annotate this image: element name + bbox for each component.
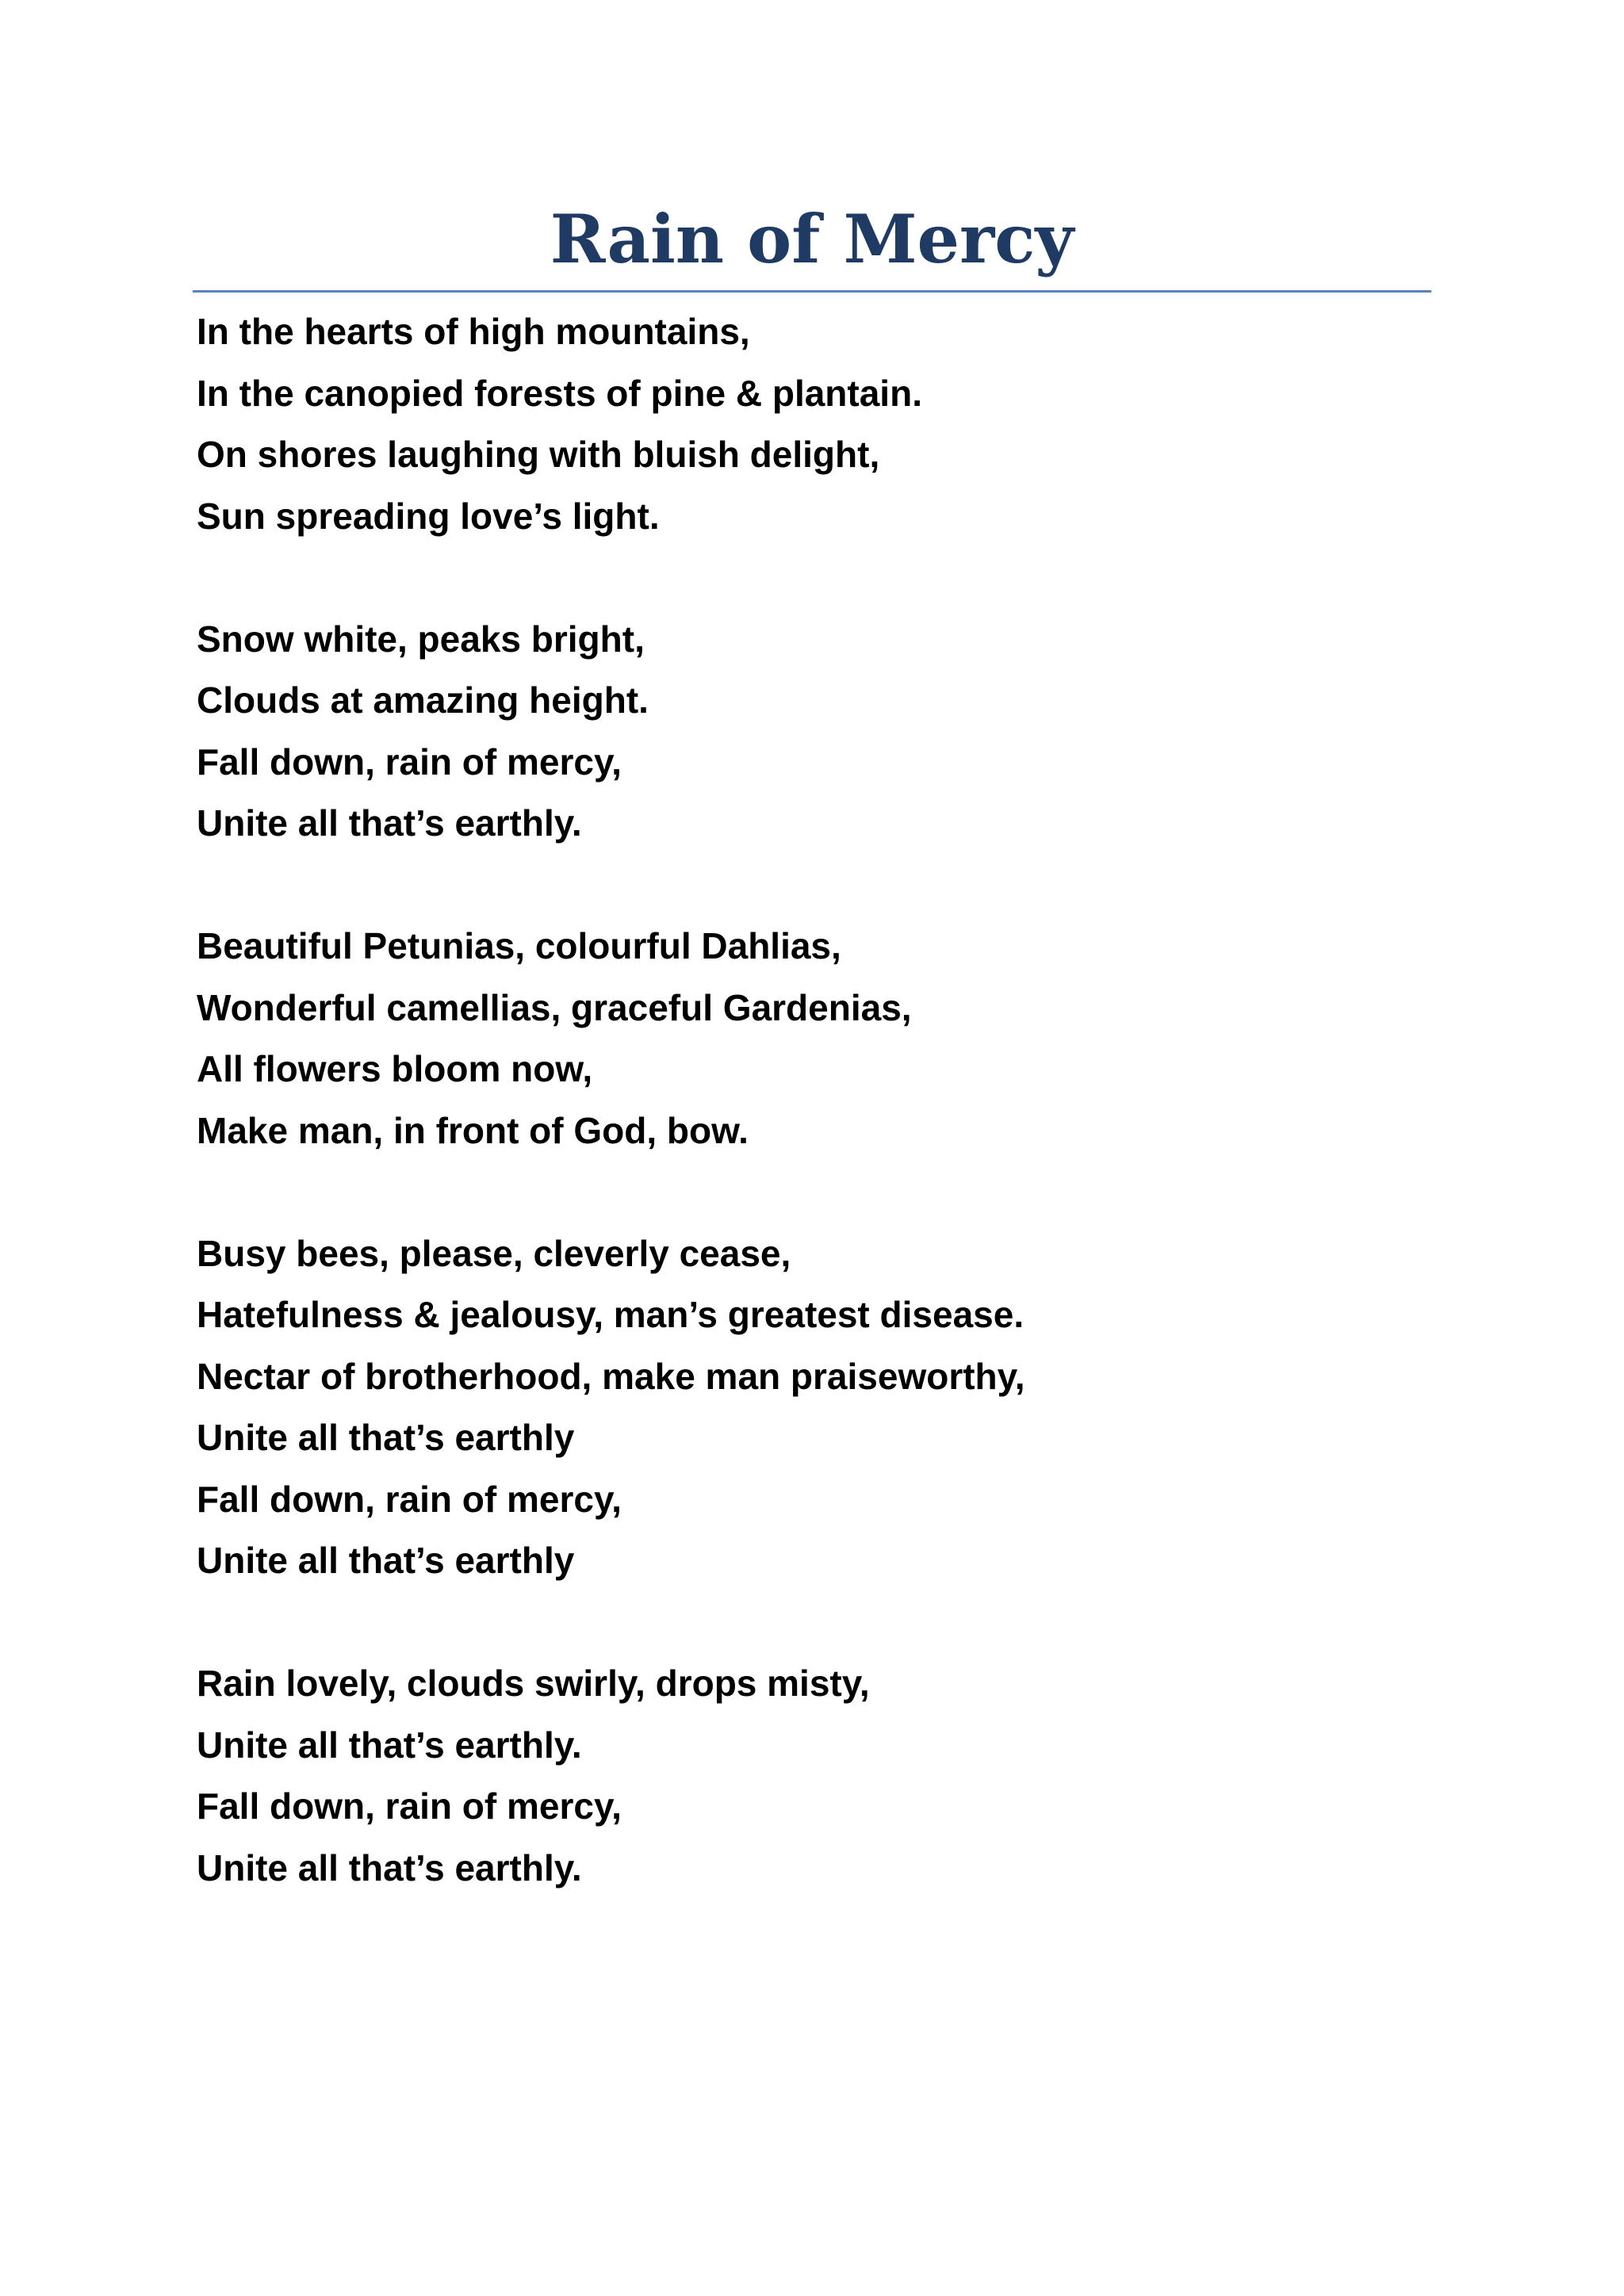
- poem-line: Nectar of brotherhood, make man praiseworthy,: [197, 1355, 1025, 1397]
- title-underline: [193, 290, 1431, 293]
- poem-line: Hatefulness & jealousy, man’s greatest disease.: [197, 1294, 1025, 1335]
- poem-line: On shores laughing with bluish delight,: [197, 434, 880, 475]
- poem-line: Busy bees, please, cleverly cease,: [197, 1232, 791, 1274]
- poem-line: Rain lovely, clouds swirly, drops misty,: [197, 1663, 870, 1704]
- poem-body: [197, 301, 1426, 1961]
- stanza-5: [197, 1653, 1426, 1899]
- poem-line: Fall down, rain of mercy,: [197, 1478, 622, 1520]
- poem-line: Unite all that’s earthly: [197, 1417, 575, 1458]
- poem-line: Unite all that’s earthly.: [197, 802, 582, 844]
- poem-line: Beautiful Petunias, colourful Dahlias,: [197, 925, 841, 966]
- stanza-2: [197, 609, 1426, 855]
- poem-line: Fall down, rain of mercy,: [197, 1785, 622, 1827]
- stanza-4: [197, 1223, 1426, 1592]
- poem-title: Rain of Mercy: [550, 200, 1074, 278]
- poem-line: Wonderful camellias, graceful Gardenias,: [197, 986, 912, 1028]
- poem-line: Unite all that’s earthly: [197, 1540, 575, 1581]
- poem-line: Unite all that’s earthly.: [197, 1724, 582, 1766]
- poem-line: Unite all that’s earthly.: [197, 1846, 582, 1888]
- poem-line: All flowers bloom now,: [197, 1048, 593, 1089]
- poem-line: Sun spreading love’s light.: [197, 495, 660, 537]
- poem-line: In the hearts of high mountains,: [197, 311, 750, 352]
- poem-line: Snow white, peaks bright,: [197, 618, 645, 660]
- stanza-3: [197, 916, 1426, 1161]
- stanza-1: [197, 301, 1426, 547]
- poem-line: Make man, in front of God, bow.: [197, 1109, 749, 1151]
- poem-line: Clouds at amazing height.: [197, 679, 649, 721]
- poem-line: Fall down, rain of mercy,: [197, 740, 622, 783]
- poem-line: In the canopied forests of pine & plantain.: [197, 372, 922, 414]
